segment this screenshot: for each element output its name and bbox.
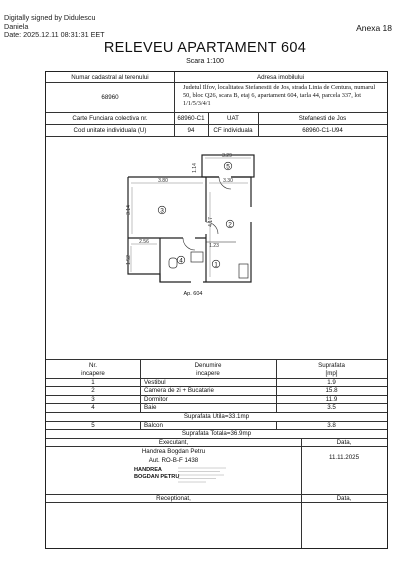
- table-row-area: 11.9: [325, 396, 338, 403]
- total-area: Suprafata Totala=36.9mp: [46, 430, 387, 438]
- table-row-area: 1.9: [327, 379, 336, 386]
- col-name-line2: incapere: [196, 370, 220, 377]
- dimension-label: 1.14: [192, 163, 198, 173]
- table-row-nr: 2: [91, 387, 95, 394]
- col-nr-line2: incapere: [81, 370, 105, 377]
- executant-date: 11.11.2025: [328, 454, 360, 461]
- floor-plan: [101, 152, 341, 302]
- address-label: Adresa imobilului: [256, 74, 305, 81]
- dimension-label: 3.29: [222, 153, 232, 159]
- room-number: 5: [226, 163, 230, 171]
- table-row-area: 3.8: [327, 422, 336, 429]
- cadastral-value: 68960: [101, 94, 119, 101]
- uat-value: Stefanesti de Jos: [298, 115, 347, 122]
- toilet-fixture: [169, 258, 177, 268]
- carte-funciara-label: Carte Funciara colectiva nr.: [72, 115, 148, 122]
- digital-signature-stamp: [176, 465, 234, 483]
- counter-fixture: [239, 264, 248, 278]
- room-number: 4: [179, 257, 183, 265]
- executant-authorization: Aut. RO-B-F 1438: [148, 457, 199, 464]
- address-value: Judetul Ilfov, localitatea Stefanestii de Jos, strada Linia de Centura, numarul 50, bloc Q26, scara B, etaj 6, apartament 604, tarla 44, parcela 337, lot 1/1/5/3/4/1: [183, 84, 376, 108]
- document-frame: [45, 71, 388, 549]
- col-nr-line1: Nr.: [89, 362, 97, 369]
- page-title: RELEVEU APARTAMENT 604: [103, 40, 307, 56]
- table-row-name: Dormitor: [144, 396, 168, 403]
- executant-date-label: Data,: [336, 439, 352, 446]
- dimension-label: 2.56: [139, 239, 149, 245]
- digital-signature: [4, 14, 105, 40]
- executant-label: Executant,: [158, 439, 189, 446]
- stamp-name-line1: HANDREA: [134, 467, 162, 473]
- apartment-label: Ap. 604: [183, 291, 203, 297]
- table-row-nr: 5: [91, 422, 95, 429]
- dimension-label: 1.52: [126, 255, 132, 265]
- table-row-name: Camera de zi + Bucatarie: [144, 387, 214, 394]
- col-name-line1: Denumire: [194, 362, 222, 369]
- cod-unitate-label: Cod unitate individuala (U): [73, 127, 147, 134]
- cod-unitate-value: 94: [187, 127, 195, 134]
- annex-label: Anexa 18: [356, 23, 392, 33]
- col-area-line1: Suprafata: [318, 362, 345, 369]
- table-row-nr: 4: [91, 404, 95, 411]
- receptionat-date-label: Data,: [336, 495, 352, 502]
- room-number: 1: [214, 261, 218, 269]
- signature-line-1: Digitally signed by Didulescu: [4, 13, 96, 22]
- receptionat-label: Receptionat,: [156, 495, 191, 502]
- stamp-name-line2: BOGDAN PETRU: [134, 474, 180, 480]
- room-number: 3: [160, 207, 164, 215]
- table-row-name: Baie: [144, 404, 157, 411]
- useful-area-total: Suprafata Utila=33.1mp: [46, 413, 387, 421]
- scale-label: Scara 1:100: [186, 58, 224, 65]
- executant-name: Handrea Bogdan Petru: [141, 448, 206, 455]
- cf-individuala-label: CF individuala: [213, 127, 253, 134]
- dimension-label: 3.30: [223, 178, 233, 184]
- room-number: 2: [228, 221, 232, 229]
- table-row-name: Vestibul: [144, 379, 166, 386]
- dimension-label: 3.80: [158, 178, 168, 184]
- cadastral-label: Numar cadastral al terenului: [71, 74, 149, 81]
- signature-line-3: Date: 2025.12.11 08:31:31 EET: [4, 30, 105, 40]
- table-row-nr: 3: [91, 396, 95, 403]
- table-row-nr: 1: [91, 379, 95, 386]
- table-row-area: 15.8: [325, 387, 338, 394]
- apartment-outline: [128, 177, 251, 282]
- table-row-name: Balcon: [144, 422, 163, 429]
- dimension-label: 4.17: [208, 217, 214, 227]
- cf-individuala-value: 68960-C1-U94: [302, 127, 343, 134]
- signature-line-2: Daniela: [4, 21, 29, 31]
- col-area-line2: [mp]: [325, 370, 338, 377]
- dimension-label: 1.23: [209, 243, 219, 249]
- table-row-area: 3.5: [327, 404, 336, 411]
- uat-label: UAT: [227, 115, 239, 122]
- carte-funciara-value: 68960-C1: [177, 115, 205, 122]
- sink-fixture: [191, 252, 203, 262]
- dimension-label: 3.14: [126, 205, 132, 215]
